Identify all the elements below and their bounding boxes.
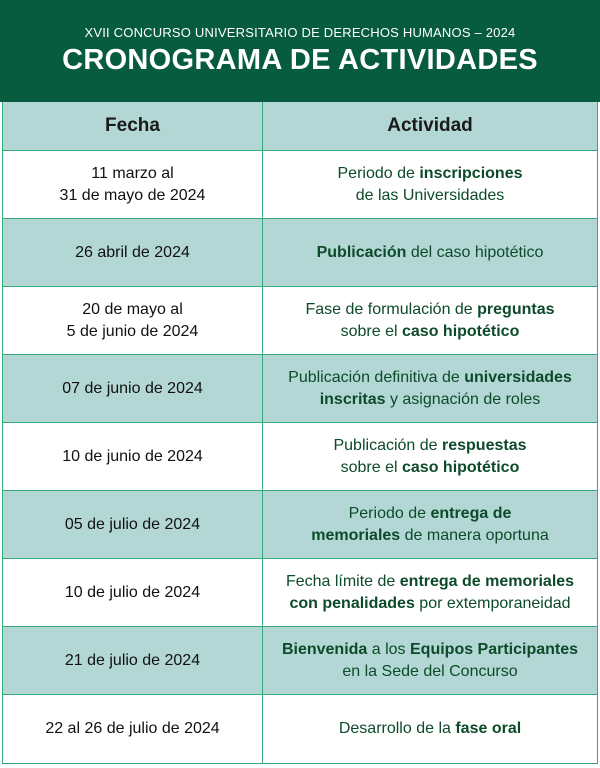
date-cell: [3, 355, 263, 422]
date-line: 07 de junio de 2024: [62, 379, 203, 397]
activity-emphasis: fase oral: [455, 720, 522, 737]
page-subtitle: XVII CONCURSO UNIVERSITARIO DE DERECHOS HUMANOS – 2024: [84, 25, 516, 40]
activity-cell: [263, 627, 597, 694]
table-row: [3, 355, 597, 423]
activity-line: [317, 242, 544, 264]
activity-emphasis: inscripciones: [419, 164, 523, 182]
table-row: [3, 423, 597, 491]
activity-emphasis: caso hipotético: [402, 458, 520, 476]
header-banner: [0, 0, 600, 102]
activity-text: del caso hipotético: [406, 243, 544, 261]
activity-line: [338, 185, 523, 207]
activity-emphasis: preguntas: [477, 300, 555, 318]
activity-text: a los: [367, 640, 410, 658]
table-row: [3, 695, 597, 764]
activity-line: [333, 457, 526, 479]
date-line: 5 de junio de 2024: [66, 322, 199, 340]
activity-line: [306, 321, 555, 343]
schedule-table: [2, 102, 598, 764]
table-row: [3, 559, 597, 627]
activity-text: por extemporaneidad: [414, 594, 571, 612]
activity-cell: [263, 559, 597, 626]
activity-line: [306, 299, 555, 321]
activity-emphasis: Publicación: [316, 243, 407, 261]
activity-line: [311, 503, 548, 525]
activity-line: [288, 367, 572, 389]
table-header-row: [3, 102, 597, 151]
activity-text: sobre el: [340, 322, 402, 340]
date-cell: [3, 559, 263, 626]
activity-emphasis: caso hipotético: [402, 322, 520, 340]
activity-cell: [263, 695, 597, 763]
date-line: 21 de julio de 2024: [64, 651, 201, 669]
activity-text: Fase de formulación de: [305, 300, 478, 318]
activity-emphasis: inscritas: [319, 390, 386, 408]
date-line: 10 de junio de 2024: [62, 447, 203, 465]
date-line: 10 de julio de 2024: [64, 583, 201, 601]
activity-text: Periodo de: [348, 504, 431, 522]
date-cell: [3, 423, 263, 490]
date-line: 22 al 26 de julio de 2024: [45, 720, 220, 737]
activity-line: [286, 593, 574, 615]
activity-cell: [263, 219, 597, 286]
date-cell: [3, 695, 263, 763]
activity-line: [282, 661, 578, 683]
table-row: [3, 627, 597, 695]
date-line: 11 marzo al: [91, 164, 174, 182]
activity-cell: [263, 355, 597, 422]
activity-text: Publicación de: [333, 436, 442, 454]
activity-text: y asignación de roles: [385, 390, 541, 408]
activity-emphasis: con penalidades: [289, 594, 415, 612]
activity-line: [288, 389, 572, 411]
activity-cell: [263, 423, 597, 490]
activity-text: Periodo de: [337, 164, 420, 182]
page-title: CRONOGRAMA DE ACTIVIDADES: [62, 44, 538, 76]
date-line: 05 de julio de 2024: [64, 515, 201, 533]
activity-cell: [263, 151, 597, 218]
activity-line: [282, 639, 578, 661]
column-header-activity: Actividad: [387, 115, 473, 136]
activity-line: [311, 525, 548, 547]
date-cell: [3, 219, 263, 286]
table-row: [3, 219, 597, 287]
date-cell: [3, 491, 263, 558]
date-cell: [3, 151, 263, 218]
activity-emphasis: entrega de: [430, 504, 512, 522]
activity-line: [333, 435, 526, 457]
activity-cell: [263, 491, 597, 558]
activity-emphasis: entrega de memoriales: [399, 572, 575, 590]
activity-text: en la Sede del Concurso: [342, 662, 518, 680]
date-cell: [3, 287, 263, 354]
activity-line: [338, 163, 523, 185]
table-body: [3, 151, 597, 764]
activity-emphasis: memoriales: [311, 526, 401, 544]
activity-text: Fecha límite de: [285, 572, 400, 590]
activity-emphasis: universidades: [464, 368, 572, 386]
activity-text: sobre el: [340, 458, 402, 476]
activity-line: [339, 718, 521, 740]
activity-emphasis: Bienvenida: [281, 640, 368, 658]
date-line: 31 de mayo de 2024: [59, 186, 206, 204]
activity-text: Publicación definitiva de: [288, 368, 465, 386]
activity-cell: [263, 287, 597, 354]
activity-text: de manera oportuna: [400, 526, 549, 544]
activity-emphasis: respuestas: [442, 436, 527, 454]
activity-emphasis: Equipos Participantes: [410, 640, 579, 658]
activity-line: [286, 571, 574, 593]
date-cell: [3, 627, 263, 694]
activity-text: Desarrollo de la: [338, 720, 456, 737]
table-row: [3, 151, 597, 219]
date-line: 20 de mayo al: [82, 300, 183, 318]
column-header-date: Fecha: [3, 102, 263, 150]
table-row: [3, 491, 597, 559]
activity-text: de las Universidades: [355, 186, 505, 204]
date-line: 26 abril de 2024: [75, 243, 190, 261]
table-row: [3, 287, 597, 355]
